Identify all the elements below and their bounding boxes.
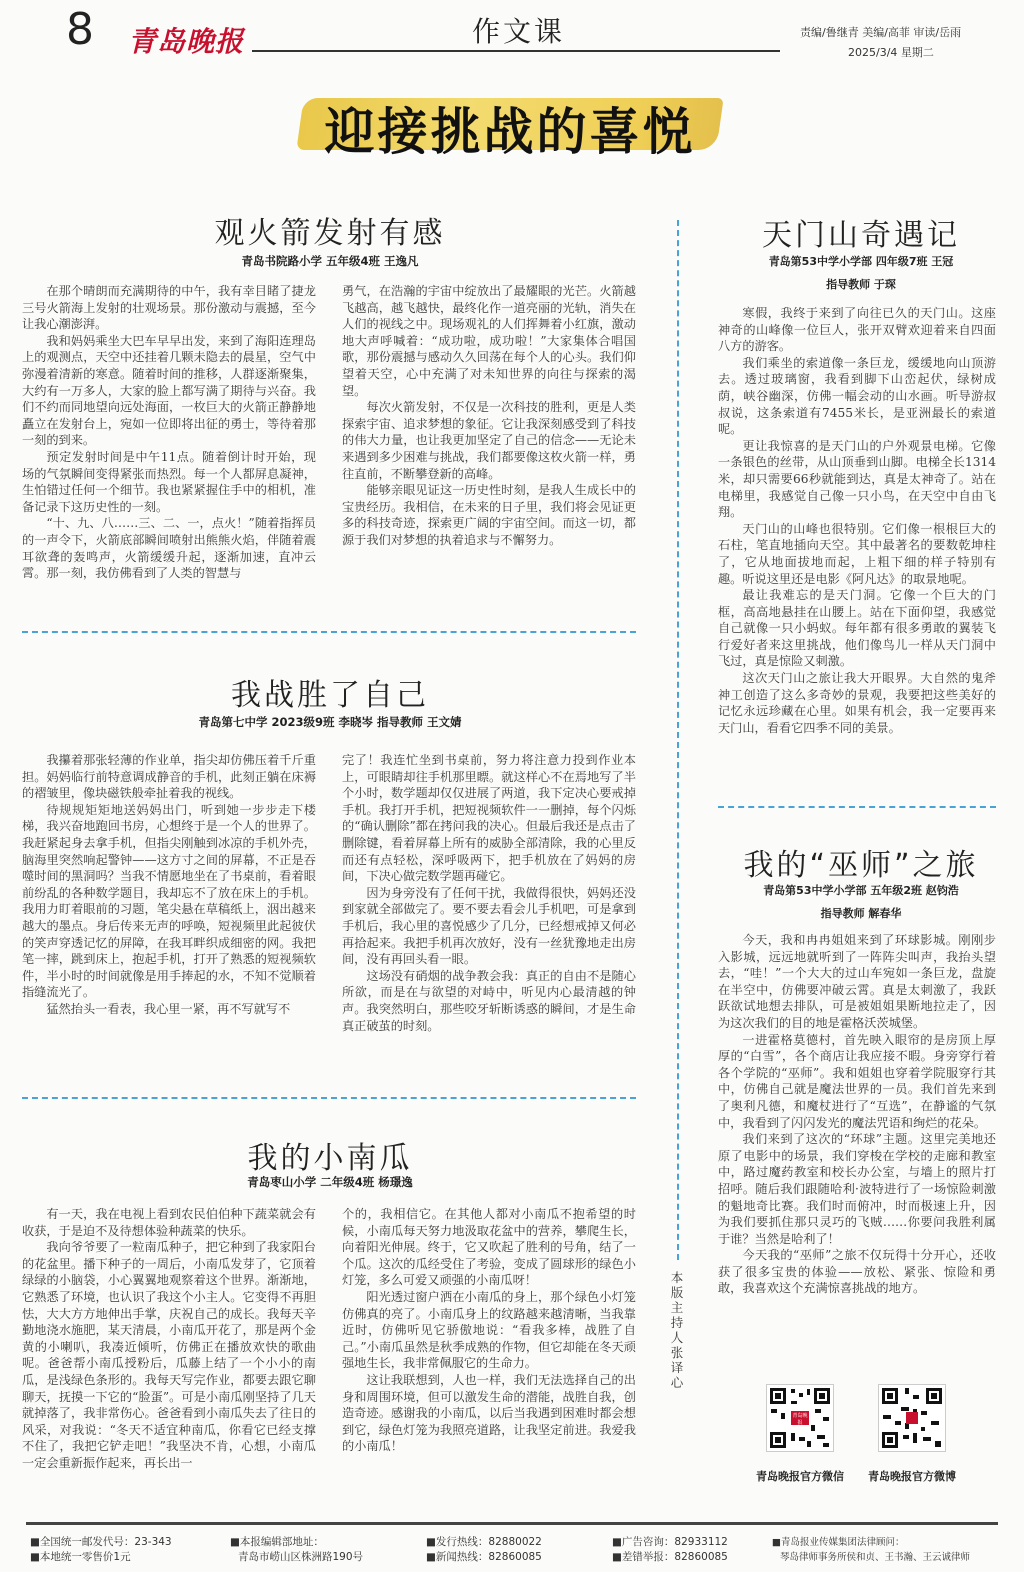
qr-center-label: 青岛晚报 xyxy=(792,1413,808,1426)
article-column xyxy=(342,752,636,1064)
section-divider xyxy=(718,806,996,808)
paragraph: “十、九、八……三、二、一，点火！”随着指挥员的一声令下，火箭底部瞬间喷射出熊熊火焰，伴随着震耳欲聋的轰鸣声，火箭缓缓升起，逐渐加速，直冲云霄。那一刻，我仿佛看到了人类的智慧与 xyxy=(22,516,316,581)
paragraph: 完了！我连忙坐到书桌前，努力将注意力投到作业本上，可眼睛却往手机那里瞟。就这样心不在焉地写了半个小时，数学题却仅仅进展了两道，我下定决心要戒掉手机。我打开手机，把短视频软件一一删掉，每个闪烁的“确认删除”都在拷问我的决心。但最后我还是点击了删除键，看着屏幕上所有的威胁全部清除，我的心里反而还有点轻松，深呼吸两下，把手机放在了妈妈的房间，下决心做完数学题再碰它。 xyxy=(342,753,636,884)
paragraph: 这次天门山之旅让我大开眼界。大自然的鬼斧神工创造了这么多奇妙的景观，我要把这些美好的记忆永远珍藏在心里。如果有机会，我一定要再来天门山，看看它四季不同的美景。 xyxy=(718,671,996,735)
paragraph: 我们乘坐的索道像一条巨龙，缓缓地向山顶游去。透过玻璃窗，我看到脚下山峦起伏，绿树成荫，峡谷幽深，仿佛一幅会动的山水画。听导游叔叔说，这条索道有7455米长，是亚洲最长的索道呢。 xyxy=(718,355,996,437)
article-column xyxy=(718,305,996,775)
article-column xyxy=(342,283,636,593)
footer-postal xyxy=(30,1535,220,1565)
footer-legal xyxy=(772,1535,998,1565)
column-divider xyxy=(677,220,679,1260)
article-title: 我的“巫师”之旅 xyxy=(743,848,979,883)
issue-date: 2025/3/4 星期二 xyxy=(848,46,934,59)
masthead-rule xyxy=(252,50,780,52)
article-title: 我的小南瓜 xyxy=(247,1141,413,1176)
qr-code-icon xyxy=(879,1385,945,1451)
paragraph: 寒假，我终于来到了向往已久的天门山。这座神奇的山峰像一位巨人，张开双臂欢迎着来自四面八方的游客。 xyxy=(718,306,996,354)
footer-line: ■青岛报业传媒集团法律顾问： xyxy=(772,1537,905,1548)
editor-credits: 责编/鲁继青 美编/高菲 审读/岳雨 xyxy=(800,26,962,39)
article-column xyxy=(22,752,316,1064)
qr-caption: 青岛晚报官方微信 xyxy=(756,1470,844,1483)
footer-line: ■发行热线：82880022 xyxy=(426,1536,542,1548)
paragraph: 在那个晴朗而充满期待的中午，我有幸目睹了捷龙三号火箭海上发射的壮观场景。那份激动与震撼，至今让我心潮澎湃。 xyxy=(22,284,316,332)
qr-code-wechat[interactable] xyxy=(766,1384,834,1452)
article-byline: 青岛第53中学小学部 四年级7班 王冠 xyxy=(768,255,954,268)
paragraph: 每次火箭发射，不仅是一次科技的胜利，更是人类探索宇宙、追求梦想的象征。它让我深刻感受到了科技的伟大力量，也让我更加坚定了自己的信念——无论未来遇到多少困难与挑战，我们都要像这枚火箭一样，勇往直前，不断攀登新的高峰。 xyxy=(342,400,636,481)
paragraph: 预定发射时间是中午11点。随着倒计时开始，现场的气氛瞬间变得紧张而热烈。每一个人都屏息凝神，生怕错过任何一个细节。我也紧紧握住手中的相机，准备记录下这历史性的一刻。 xyxy=(22,449,316,514)
article-column xyxy=(342,1206,636,1502)
paragraph: 个的，我相信它。在其他人都对小南瓜不抱希望的时候，小南瓜每天努力地汲取花盆中的营养，攀爬生长，向着阳光伸展。终于，它又吹起了胜利的号角，结了一个瓜。这次的瓜经受住了考验，变成了圆球形的绿色小灯笼，多么可爱又顽强的小南瓜呀！ xyxy=(342,1207,636,1288)
paragraph: 能够亲眼见证这一历史性时刻，是我人生成长中的宝贵经历。我相信，在未来的日子里，我们将会见证更多的科技奇迹，探索更广阔的宇宙空间。而这一切，都源于我们对梦想的执着追求与不懈努力。 xyxy=(342,483,636,547)
section-title: 作文课 xyxy=(462,10,575,50)
footer-line: ■全国统一邮发代号：23-343 xyxy=(30,1536,172,1548)
footer-address xyxy=(230,1535,430,1565)
footer-ads xyxy=(612,1535,772,1565)
newspaper-logo: 青岛晚报 xyxy=(128,25,245,58)
footer-line: ■差错举报：82860085 xyxy=(612,1551,728,1563)
article-teacher: 指导教师 于琛 xyxy=(826,278,896,291)
qr-caption: 青岛晚报官方微博 xyxy=(868,1470,956,1483)
article-byline: 青岛枣山小学 二年级4班 杨璟逸 xyxy=(247,1175,413,1189)
paragraph: 这场没有硝烟的战争教会我：真正的自由不是随心所欲，而是在与欲望的对峙中，听见内心最清越的钟声。我突然明白，那些咬牙斩断诱惑的瞬间，才是生命真正破茧的时刻。 xyxy=(342,968,636,1033)
article-column xyxy=(718,932,996,1364)
paragraph: 待规规矩矩地送妈妈出门，听到她一步步走下楼梯，我兴奋地跑回书房，心想终于是一个人的世界了。我赶紧起身去拿手机，但指尖刚触到冰凉的手机外壳，脑海里突然响起警钟——这方寸之间的屏幕，不正是吞噬时间的黑洞吗？当我不情愿地坐在了书桌前，看着眼前纷乱的各种数学题目，我却忘不了放在床上的手机。我用力盯着眼前的习题，笔尖悬在草稿纸上，洇出越来越大的墨点。身后传来无声的呼唤，短视频里此起彼伏的笑声穿透记忆的屏障，在我耳畔织成细密的网。我把笔一摔，跳到床上，抱起手机，打开了熟悉的短视频软件，半小时的时间就像是用手捧起的水，不知不觉顺着指缝流光了。 xyxy=(22,802,316,1000)
footer-hotlines xyxy=(426,1535,596,1565)
paragraph: 有一天，我在电视上看到农民伯伯种下蔬菜就会有收获，于是迫不及待想体验种蔬菜的快乐。 xyxy=(22,1207,316,1238)
paragraph: 因为身旁没有了任何干扰，我做得很快，妈妈还没到家就全部做完了。要不要去看会儿手机吧，可是拿到手机后，我心里的喜悦感少了几分，已经想戒掉又何必再拾起来。我把手机再次放好，没有一丝犹豫地走出房间，没有再回头看一眼。 xyxy=(342,885,636,967)
banner-title: 迎接挑战的喜悦 xyxy=(324,103,696,161)
paragraph: 天门山的山峰也很特别。它们像一根根巨大的石柱，笔直地插向天空。其中最著名的要数乾坤柱了，它从地面拔地而起，上粗下细的样子特别有趣。听说这里还是电影《阿凡达》的取景地呢。 xyxy=(718,521,996,586)
page-banner xyxy=(300,84,720,164)
footer-line: 青岛市崂山区株洲路190号 xyxy=(238,1551,364,1563)
paragraph: 我们来到了这次的“环球”主题。这里完美地还原了电影中的场景，我们穿梭在学校的走廊和教室中，路过魔药教室和校长办公室，与墙上的照片打招呼。随后我们跟随哈利·波特进行了一场惊险刺激的魁地奇比赛。我们时而俯冲，时而极速上升，因为我们要抓住那只灵巧的飞贼……你要问我胜利属于谁？当然是哈利了！ xyxy=(718,1132,996,1246)
footer-line: 琴岛律师事务所侯和贞、王书瀚、王云诚律师 xyxy=(780,1552,971,1563)
footer-line: ■新闻热线：82860085 xyxy=(426,1551,542,1563)
page-number: 8 xyxy=(66,4,94,55)
paragraph: 今天我的“巫师”之旅不仅玩得十分开心，还收获了很多宝贵的体验——放松、紧张、惊险和勇敢，我喜欢这个充满惊喜挑战的地方。 xyxy=(718,1248,996,1296)
footer-line: ■本地统一零售价1元 xyxy=(30,1551,131,1563)
article-byline: 青岛书院路小学 五年级4班 王逸凡 xyxy=(241,254,419,268)
paragraph: 阳光透过窗户洒在小南瓜的身上，那个绿色小灯笼仿佛真的亮了。小南瓜身上的纹路越来越清晰，当我靠近时，仿佛听见它骄傲地说：“看我多棒，战胜了自己。”小南瓜虽然是秋季成熟的作物，但它却能在冬天顽强地生长，我非常佩服它的生命力。 xyxy=(342,1289,636,1371)
paragraph: 一进霍格莫德村，首先映入眼帘的是房顶上厚厚的“白雪”，各个商店让我应接不暇。身旁穿行着各个学院的“巫师”。我和姐姐也穿着学院服穿行其中，仿佛自己就是魔法世界的一员。我们首先来到了奥利凡德，和魔杖进行了“互选”，在静谧的气氛中，我看到了闪闪发光的魔法咒语和绚烂的花朵。 xyxy=(718,1032,996,1130)
footer-line: ■本报编辑部地址： xyxy=(230,1536,324,1548)
article-column xyxy=(22,283,316,593)
article-byline: 青岛第53中学小学部 五年级2班 赵钧浩 xyxy=(763,884,959,897)
article-title: 观火箭发射有感 xyxy=(214,216,446,251)
article-title: 我战胜了自己 xyxy=(231,678,429,713)
page-footer xyxy=(26,1522,998,1569)
paragraph: 今天，我和冉冉姐姐来到了环球影城。刚刚步入影城，远远地就听到了一阵阵尖叫声，我抬头望去，“哇！”一个大大的过山车宛如一条巨龙，盘旋在半空中，仿佛要冲破云霄。真是太刺激了，我跃跃欲试地想去排队，可是被姐姐果断地拉走了，因为这次我们的目的地是霍格沃茨城堡。 xyxy=(718,933,996,1030)
paragraph: 我攥着那张轻薄的作业单，指尖却仿佛压着千斤重担。妈妈临行前特意调成静音的手机，此刻正躺在床褥的褶皱里，像块磁铁般牵扯着我的视线。 xyxy=(22,753,316,801)
page-host: 本版主持人 张译心 xyxy=(670,1270,684,1390)
paragraph: 猛然抬头一看表，我心里一紧，再不写就写不 xyxy=(46,1001,291,1016)
paragraph: 更让我惊喜的是天门山的户外观景电梯。它像一条银色的丝带，从山顶垂到山脚。电梯全长1314米，却只需要66秒就能到达，真是太神奇了。站在电梯里，我感觉自己像一只小鸟，在天空中自由飞翔。 xyxy=(718,438,996,520)
article-teacher: 指导教师 解春华 xyxy=(820,907,902,920)
article-byline: 青岛第七中学 2023级9班 李晓岑 指导教师 王文婧 xyxy=(198,715,462,729)
section-divider xyxy=(22,1097,636,1099)
paragraph: 最让我难忘的是天门洞。它像一个巨大的门框，高高地悬挂在山腰上。站在下面仰望，我感觉自己就像一只小蚂蚁。每年都有很多勇敢的翼装飞行爱好者来这里挑战，他们像鸟儿一样从天门洞中飞过，真是惊险又刺激。 xyxy=(718,588,996,669)
section-divider xyxy=(22,631,636,633)
paragraph: 我和妈妈乘坐大巴车早早出发，来到了海阳连理岛上的观测点，天空中还挂着几颗未隐去的晨星，空气中弥漫着清新的寒意。随着时间的推移，人群逐渐聚集，大约有一万多人，大家的脸上都写满了期待与兴奋。我们不约而同地望向远处海面，一枚巨大的火箭正静静地矗立在发射台上，宛如一位即将出征的勇士，等待着那一刻的到来。 xyxy=(22,333,316,448)
paragraph: 勇气，在浩瀚的宇宙中绽放出了最耀眼的光芒。火箭越飞越高，越飞越快，最终化作一道亮丽的光轨，消失在人们的视线之中。现场观礼的人们挥舞着小红旗，激动地大声呼喊着：“成功啦，成功啦！”大家集体合唱国歌，那份震撼与感动久久回荡在每个人的心头。我们仰望着天空，心中充满了对未知世界的向往与探索的渴望。 xyxy=(342,284,636,398)
qr-code-weibo[interactable] xyxy=(878,1384,946,1452)
paragraph: 这让我联想到，人也一样，我们无法选择自己的出身和周围环境，但可以激发生命的潜能，战胜自我，创造奇迹。感谢我的小南瓜，以后当我遇到困难时都会想到它，绿色灯笼为我照亮道路，让我坚定前进。我爱我的小南瓜！ xyxy=(342,1372,636,1454)
article-column xyxy=(22,1206,316,1502)
footer-line: ■广告咨询：82933112 xyxy=(612,1536,728,1548)
paragraph: 我向爷爷要了一粒南瓜种子，把它种到了我家阳台的花盆里。播下种子的一周后，小南瓜发芽了，它顶着绿绿的小脑袋，小心翼翼地观察着这个世界。渐渐地，它熟悉了环境，也认识了我这个小主人。它变得不再胆怯，大大方方地伸出手掌，庆祝自己的成长。我每天辛勤地浇水施肥，某天清晨，小南瓜开花了，那是两个金黄的小喇叭，我凑近倾听，仿佛正在播放欢快的歌曲呢。爸爸帮小南瓜授粉后，瓜藤上结了一个小小的南瓜，是浅绿色条形的。我每天写完作业，都要去跟它聊聊天，抚摸一下它的“脸蛋”。可是小南瓜刚坚持了几天就掉落了，我非常伤心。爸爸看到小南瓜失去了往日的风采，对我说：“冬天不适宜种南瓜，你看它已经支撑不住了，我把它铲走吧！”我坚决不肯，心想，小南瓜一定会重新振作起来，再长出一 xyxy=(22,1240,316,1470)
article-title: 天门山奇遇记 xyxy=(762,218,960,253)
